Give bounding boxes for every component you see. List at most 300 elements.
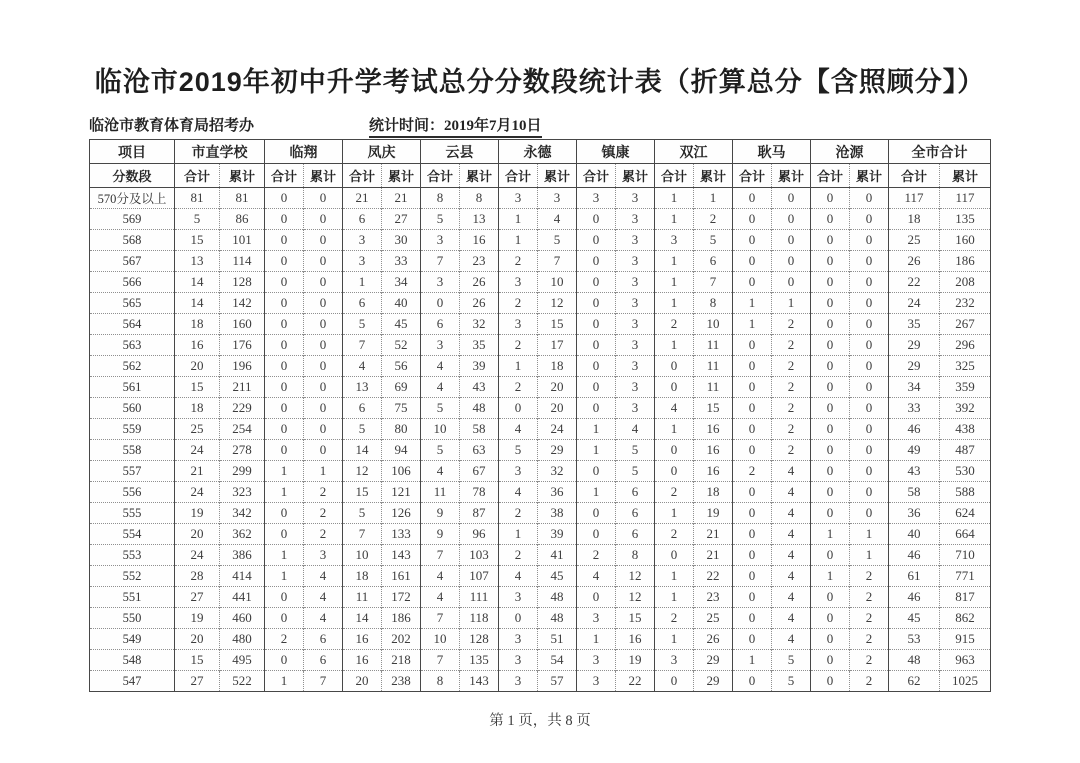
- table-cell: 0: [850, 293, 889, 314]
- table-cell: 0: [811, 209, 850, 230]
- table-cell: 5: [772, 650, 811, 671]
- table-cell: 0: [577, 587, 616, 608]
- sub-header-cumulative: 累计: [220, 164, 265, 188]
- table-cell: 2: [694, 209, 733, 230]
- table-cell: 15: [175, 650, 220, 671]
- table-cell: 6: [304, 650, 343, 671]
- table-cell: 16: [694, 440, 733, 461]
- table-cell: 135: [460, 650, 499, 671]
- table-cell: 2: [304, 482, 343, 503]
- table-cell: 0: [733, 398, 772, 419]
- table-cell: 1: [655, 503, 694, 524]
- table-cell: 10: [694, 314, 733, 335]
- table-cell: 33: [382, 251, 421, 272]
- header-item: 项目: [90, 140, 175, 164]
- table-cell: 1: [577, 440, 616, 461]
- table-cell: 3: [577, 608, 616, 629]
- table-cell: 1: [772, 293, 811, 314]
- score-band-label: 564: [90, 314, 175, 335]
- table-cell: 3: [421, 335, 460, 356]
- table-row: [90, 335, 991, 356]
- table-cell: 0: [733, 377, 772, 398]
- table-cell: 0: [577, 524, 616, 545]
- table-cell: 4: [772, 629, 811, 650]
- table-cell: 1: [265, 566, 304, 587]
- table-cell: 186: [940, 251, 991, 272]
- sub-header-cumulative: 累计: [772, 164, 811, 188]
- table-cell: 0: [265, 608, 304, 629]
- table-cell: 22: [889, 272, 940, 293]
- table-cell: 0: [850, 209, 889, 230]
- table-cell: 0: [265, 377, 304, 398]
- sub-header-total: 合计: [889, 164, 940, 188]
- table-cell: 43: [889, 461, 940, 482]
- table-cell: 3: [616, 272, 655, 293]
- score-band-label: 554: [90, 524, 175, 545]
- table-cell: 1: [655, 419, 694, 440]
- score-band-label: 558: [90, 440, 175, 461]
- table-cell: 1: [577, 482, 616, 503]
- table-row: [90, 377, 991, 398]
- table-row: [90, 608, 991, 629]
- table-cell: 0: [811, 398, 850, 419]
- table-cell: 0: [850, 356, 889, 377]
- sub-header-cumulative: 累计: [694, 164, 733, 188]
- table-cell: 1: [577, 629, 616, 650]
- table-cell: 196: [220, 356, 265, 377]
- table-cell: 438: [940, 419, 991, 440]
- table-cell: 0: [733, 251, 772, 272]
- table-cell: 21: [175, 461, 220, 482]
- group-header-9: 沧源: [811, 140, 889, 164]
- table-cell: 441: [220, 587, 265, 608]
- table-cell: 13: [343, 377, 382, 398]
- table-cell: 0: [811, 650, 850, 671]
- table-cell: 46: [889, 419, 940, 440]
- table-cell: 4: [343, 356, 382, 377]
- table-cell: 2: [655, 608, 694, 629]
- table-cell: 20: [175, 629, 220, 650]
- table-cell: 10: [421, 419, 460, 440]
- table-cell: 2: [499, 251, 538, 272]
- table-cell: 4: [421, 566, 460, 587]
- table-row: [90, 482, 991, 503]
- table-cell: 2: [733, 461, 772, 482]
- table-cell: 1: [343, 272, 382, 293]
- table-cell: 1: [265, 545, 304, 566]
- table-cell: 3: [421, 272, 460, 293]
- score-band-label: 568: [90, 230, 175, 251]
- score-band-label: 552: [90, 566, 175, 587]
- table-cell: 5: [538, 230, 577, 251]
- table-cell: 58: [460, 419, 499, 440]
- table-cell: 624: [940, 503, 991, 524]
- table-cell: 0: [850, 482, 889, 503]
- table-cell: 0: [265, 188, 304, 209]
- table-cell: 126: [382, 503, 421, 524]
- table-cell: 0: [265, 314, 304, 335]
- table-cell: 0: [811, 461, 850, 482]
- table-cell: 0: [733, 629, 772, 650]
- table-cell: 0: [265, 398, 304, 419]
- table-cell: 0: [265, 503, 304, 524]
- table-cell: 118: [460, 608, 499, 629]
- table-row: [90, 671, 991, 692]
- table-cell: 19: [175, 503, 220, 524]
- table-cell: 3: [343, 251, 382, 272]
- table-cell: 1: [811, 524, 850, 545]
- header-score-band: 分数段: [90, 164, 175, 188]
- sub-header-cumulative: 累计: [850, 164, 889, 188]
- table-cell: 915: [940, 629, 991, 650]
- issuing-office: 临沧市教育体育局招考办: [89, 118, 255, 134]
- table-cell: 1: [655, 293, 694, 314]
- table-cell: 21: [382, 188, 421, 209]
- table-cell: 18: [175, 398, 220, 419]
- table-cell: 0: [304, 377, 343, 398]
- table-cell: 80: [382, 419, 421, 440]
- table-cell: 8: [616, 545, 655, 566]
- table-cell: 460: [220, 608, 265, 629]
- table-cell: 1: [655, 272, 694, 293]
- table-cell: 24: [889, 293, 940, 314]
- table-row: [90, 524, 991, 545]
- table-cell: 63: [460, 440, 499, 461]
- table-cell: 2: [850, 650, 889, 671]
- table-cell: 2: [772, 335, 811, 356]
- table-cell: 19: [175, 608, 220, 629]
- table-cell: 0: [304, 335, 343, 356]
- table-cell: 2: [772, 419, 811, 440]
- table-cell: 5: [421, 209, 460, 230]
- table-cell: 0: [811, 314, 850, 335]
- table-cell: 22: [616, 671, 655, 692]
- table-cell: 27: [175, 671, 220, 692]
- table-row: [90, 650, 991, 671]
- table-cell: 1: [655, 251, 694, 272]
- table-cell: 5: [772, 671, 811, 692]
- table-cell: 6: [343, 398, 382, 419]
- table-cell: 0: [577, 293, 616, 314]
- meta-row: [87, 114, 993, 136]
- table-row: [90, 272, 991, 293]
- table-cell: 4: [304, 587, 343, 608]
- table-cell: 4: [772, 524, 811, 545]
- table-cell: 6: [694, 251, 733, 272]
- table-cell: 480: [220, 629, 265, 650]
- table-cell: 16: [175, 335, 220, 356]
- table-cell: 0: [733, 272, 772, 293]
- group-header-7: 双江: [655, 140, 733, 164]
- table-cell: 0: [850, 461, 889, 482]
- table-cell: 20: [175, 356, 220, 377]
- table-cell: 2: [499, 545, 538, 566]
- table-cell: 0: [811, 356, 850, 377]
- table-cell: 15: [616, 608, 655, 629]
- table-cell: 1: [655, 566, 694, 587]
- table-cell: 2: [850, 671, 889, 692]
- score-band-label: 569: [90, 209, 175, 230]
- table-cell: 35: [460, 335, 499, 356]
- table-cell: 1: [733, 293, 772, 314]
- score-band-label: 549: [90, 629, 175, 650]
- table-cell: 5: [343, 314, 382, 335]
- sub-header-total: 合计: [265, 164, 304, 188]
- table-cell: 0: [265, 272, 304, 293]
- table-cell: 0: [811, 608, 850, 629]
- table-cell: 0: [655, 461, 694, 482]
- table-cell: 12: [538, 293, 577, 314]
- table-cell: 5: [343, 503, 382, 524]
- table-cell: 278: [220, 440, 265, 461]
- table-cell: 3: [499, 650, 538, 671]
- table-cell: 117: [940, 188, 991, 209]
- table-cell: 6: [343, 293, 382, 314]
- table-cell: 3: [499, 272, 538, 293]
- table-cell: 10: [538, 272, 577, 293]
- sub-header-cumulative: 累计: [538, 164, 577, 188]
- table-cell: 133: [382, 524, 421, 545]
- table-cell: 0: [577, 230, 616, 251]
- table-cell: 5: [499, 440, 538, 461]
- table-row: [90, 188, 991, 209]
- table-cell: 106: [382, 461, 421, 482]
- table-row: [90, 398, 991, 419]
- table-cell: 23: [694, 587, 733, 608]
- table-cell: 817: [940, 587, 991, 608]
- table-cell: 0: [265, 230, 304, 251]
- table-cell: 386: [220, 545, 265, 566]
- table-cell: 121: [382, 482, 421, 503]
- table-cell: 7: [421, 650, 460, 671]
- table-cell: 0: [733, 671, 772, 692]
- table-cell: 0: [811, 503, 850, 524]
- table-cell: 7: [343, 335, 382, 356]
- table-cell: 3: [499, 671, 538, 692]
- table-cell: 4: [772, 503, 811, 524]
- table-cell: 24: [175, 482, 220, 503]
- table-cell: 29: [694, 650, 733, 671]
- table-cell: 664: [940, 524, 991, 545]
- table-cell: 0: [733, 188, 772, 209]
- table-cell: 3: [616, 230, 655, 251]
- table-cell: 5: [421, 398, 460, 419]
- table-cell: 40: [382, 293, 421, 314]
- table-cell: 81: [175, 188, 220, 209]
- table-cell: 14: [343, 440, 382, 461]
- score-band-label: 566: [90, 272, 175, 293]
- table-cell: 18: [889, 209, 940, 230]
- table-cell: 0: [265, 209, 304, 230]
- score-band-label: 563: [90, 335, 175, 356]
- score-distribution-table: [89, 139, 991, 692]
- table-cell: 24: [175, 545, 220, 566]
- table-cell: 45: [538, 566, 577, 587]
- table-cell: 5: [616, 440, 655, 461]
- table-cell: 8: [694, 293, 733, 314]
- score-band-label: 565: [90, 293, 175, 314]
- table-cell: 23: [460, 251, 499, 272]
- sub-header-total: 合计: [499, 164, 538, 188]
- table-cell: 18: [538, 356, 577, 377]
- table-cell: 0: [304, 188, 343, 209]
- table-cell: 0: [577, 251, 616, 272]
- table-cell: 114: [220, 251, 265, 272]
- table-row: [90, 314, 991, 335]
- table-cell: 1: [850, 545, 889, 566]
- table-cell: 48: [460, 398, 499, 419]
- table-cell: 56: [382, 356, 421, 377]
- table-cell: 1: [499, 524, 538, 545]
- table-cell: 0: [811, 230, 850, 251]
- score-band-label: 567: [90, 251, 175, 272]
- table-cell: 0: [811, 587, 850, 608]
- table-cell: 3: [655, 230, 694, 251]
- table-cell: 4: [772, 566, 811, 587]
- table-cell: 101: [220, 230, 265, 251]
- table-cell: 2: [850, 608, 889, 629]
- table-cell: 0: [811, 545, 850, 566]
- table-cell: 0: [811, 293, 850, 314]
- group-header-4: 云县: [421, 140, 499, 164]
- table-cell: 0: [733, 356, 772, 377]
- table-cell: 0: [772, 209, 811, 230]
- table-cell: 0: [733, 566, 772, 587]
- table-cell: 15: [175, 230, 220, 251]
- table-cell: 16: [694, 419, 733, 440]
- table-row: [90, 251, 991, 272]
- table-cell: 4: [538, 209, 577, 230]
- sub-header-total: 合计: [811, 164, 850, 188]
- table-cell: 0: [733, 419, 772, 440]
- table-cell: 0: [772, 188, 811, 209]
- table-cell: 2: [772, 356, 811, 377]
- table-cell: 4: [421, 461, 460, 482]
- table-cell: 1: [655, 335, 694, 356]
- table-cell: 142: [220, 293, 265, 314]
- table-cell: 2: [850, 566, 889, 587]
- table-cell: 3: [538, 188, 577, 209]
- table-cell: 128: [460, 629, 499, 650]
- table-cell: 0: [811, 335, 850, 356]
- table-cell: 39: [460, 356, 499, 377]
- table-cell: 218: [382, 650, 421, 671]
- table-cell: 2: [850, 587, 889, 608]
- table-cell: 3: [499, 629, 538, 650]
- table-cell: 0: [850, 335, 889, 356]
- table-cell: 38: [538, 503, 577, 524]
- table-cell: 232: [940, 293, 991, 314]
- table-cell: 2: [499, 503, 538, 524]
- table-cell: 0: [655, 440, 694, 461]
- table-cell: 2: [772, 377, 811, 398]
- table-cell: 0: [733, 608, 772, 629]
- table-cell: 2: [655, 482, 694, 503]
- sub-header-total: 合计: [733, 164, 772, 188]
- table-cell: 53: [889, 629, 940, 650]
- table-cell: 32: [538, 461, 577, 482]
- table-cell: 0: [850, 314, 889, 335]
- table-cell: 11: [694, 335, 733, 356]
- table-cell: 11: [694, 377, 733, 398]
- table-cell: 2: [304, 503, 343, 524]
- table-cell: 1: [304, 461, 343, 482]
- table-cell: 5: [175, 209, 220, 230]
- table-cell: 4: [616, 419, 655, 440]
- table-cell: 0: [850, 377, 889, 398]
- table-header-groups: [90, 140, 991, 164]
- table-row: [90, 461, 991, 482]
- table-cell: 362: [220, 524, 265, 545]
- table-cell: 0: [733, 209, 772, 230]
- table-cell: 29: [694, 671, 733, 692]
- table-cell: 7: [421, 251, 460, 272]
- table-cell: 0: [304, 440, 343, 461]
- table-cell: 3: [616, 377, 655, 398]
- table-cell: 2: [499, 293, 538, 314]
- table-cell: 0: [265, 587, 304, 608]
- table-cell: 342: [220, 503, 265, 524]
- table-row: [90, 629, 991, 650]
- table-cell: 18: [694, 482, 733, 503]
- table-cell: 18: [343, 566, 382, 587]
- table-cell: 0: [265, 440, 304, 461]
- table-cell: 103: [460, 545, 499, 566]
- score-band-label: 547: [90, 671, 175, 692]
- table-cell: 1: [733, 650, 772, 671]
- table-cell: 25: [175, 419, 220, 440]
- table-cell: 48: [538, 608, 577, 629]
- table-cell: 0: [304, 356, 343, 377]
- table-cell: 1: [655, 188, 694, 209]
- table-cell: 19: [616, 650, 655, 671]
- table-cell: 143: [382, 545, 421, 566]
- table-cell: 3: [304, 545, 343, 566]
- table-cell: 48: [889, 650, 940, 671]
- table-cell: 26: [889, 251, 940, 272]
- table-cell: 15: [175, 377, 220, 398]
- table-cell: 0: [265, 335, 304, 356]
- table-cell: 0: [577, 335, 616, 356]
- table-cell: 4: [499, 482, 538, 503]
- table-cell: 49: [889, 440, 940, 461]
- table-row: [90, 209, 991, 230]
- table-cell: 62: [889, 671, 940, 692]
- table-cell: 111: [460, 587, 499, 608]
- table-cell: 0: [850, 398, 889, 419]
- table-cell: 3: [616, 293, 655, 314]
- table-cell: 5: [343, 419, 382, 440]
- table-cell: 15: [694, 398, 733, 419]
- table-cell: 0: [304, 251, 343, 272]
- table-cell: 58: [889, 482, 940, 503]
- table-cell: 29: [538, 440, 577, 461]
- table-cell: 12: [616, 587, 655, 608]
- table-cell: 2: [655, 314, 694, 335]
- sub-header-total: 合计: [577, 164, 616, 188]
- table-cell: 0: [655, 356, 694, 377]
- table-cell: 1: [265, 671, 304, 692]
- table-cell: 0: [811, 671, 850, 692]
- table-cell: 0: [655, 545, 694, 566]
- table-cell: 2: [772, 440, 811, 461]
- table-cell: 2: [499, 377, 538, 398]
- table-cell: 3: [616, 251, 655, 272]
- score-band-label: 557: [90, 461, 175, 482]
- table-cell: 2: [265, 629, 304, 650]
- table-cell: 34: [889, 377, 940, 398]
- table-cell: 0: [733, 587, 772, 608]
